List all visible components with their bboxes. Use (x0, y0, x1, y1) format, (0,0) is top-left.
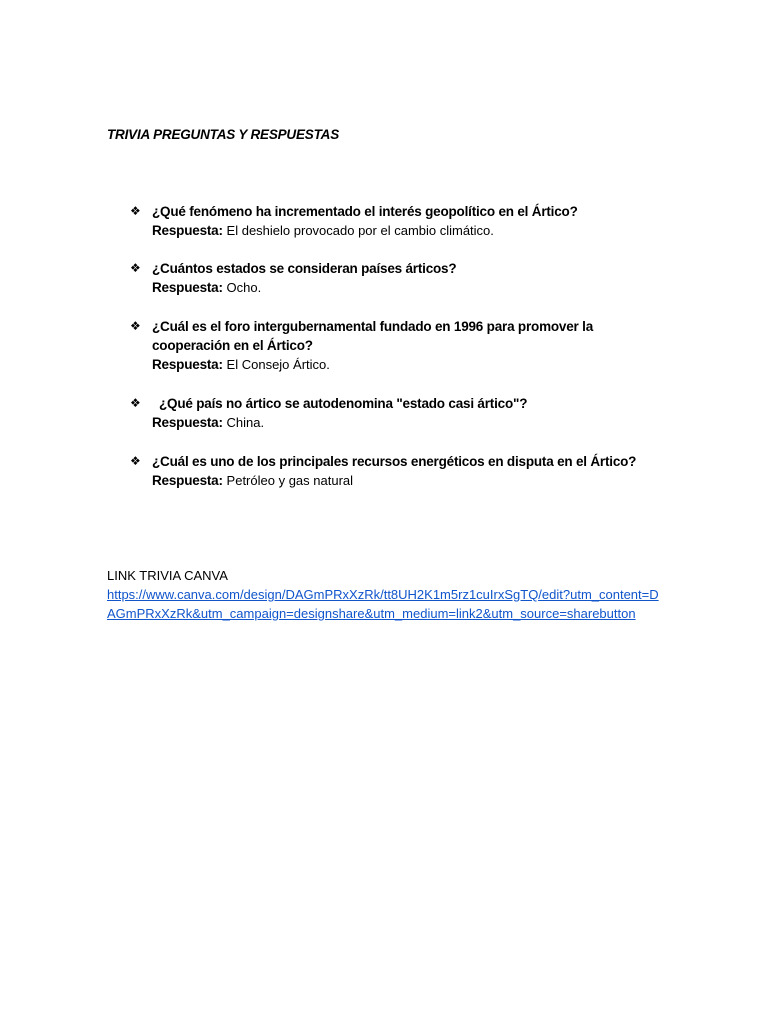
answer-text: Petróleo y gas natural (226, 473, 354, 488)
question-text: ¿Qué fenómeno ha incrementado el interés geopolítico en el Ártico? (152, 204, 578, 219)
diamond-bullet-icon: ❖ (130, 319, 141, 333)
answer-line (152, 413, 650, 432)
question-text: ¿Cuántos estados se consideran países árticos? (152, 261, 457, 276)
qa-item (130, 317, 650, 374)
qa-item (130, 394, 650, 432)
answer-label: Respuesta: (152, 473, 223, 488)
answer-text: China. (226, 415, 265, 430)
answer-line (152, 221, 650, 240)
document-title: TRIVIA PREGUNTAS Y RESPUESTAS (107, 127, 339, 142)
answer-label: Respuesta: (152, 415, 223, 430)
answer-line (152, 278, 650, 297)
answer-line (152, 471, 650, 490)
answer-text: El Consejo Ártico. (226, 357, 330, 372)
qa-item (130, 452, 650, 490)
answer-label: Respuesta: (152, 223, 223, 238)
qa-item (130, 202, 650, 240)
diamond-bullet-icon: ❖ (130, 261, 141, 275)
answer-line (152, 355, 650, 374)
qa-item (130, 259, 650, 297)
question-text: ¿Cuál es uno de los principales recursos energéticos en disputa en el Ártico? (152, 454, 637, 469)
answer-label: Respuesta: (152, 357, 223, 372)
question-text: ¿Qué país no ártico se autodenomina "estado casi ártico"? (159, 396, 528, 411)
answer-text: Ocho. (226, 280, 262, 295)
answer-label: Respuesta: (152, 280, 223, 295)
diamond-bullet-icon: ❖ (130, 396, 141, 410)
answer-text: El deshielo provocado por el cambio climático. (226, 223, 494, 238)
diamond-bullet-icon: ❖ (130, 204, 141, 218)
link-section-label: LINK TRIVIA CANVA (107, 568, 228, 583)
canva-link[interactable]: https://www.canva.com/design/DAGmPRxXzRk/tt8UH2K1m5rz1cuIrxSgTQ/edit?utm_content=DAGmPRxXzRk&utm_campaign=designshare&utm_medium=link2&utm_source=sharebutton (107, 587, 659, 621)
diamond-bullet-icon: ❖ (130, 454, 141, 468)
link-section (107, 566, 667, 623)
question-text: ¿Cuál es el foro intergubernamental fundado en 1996 para promover la cooperación en el Ártico? (152, 319, 594, 353)
